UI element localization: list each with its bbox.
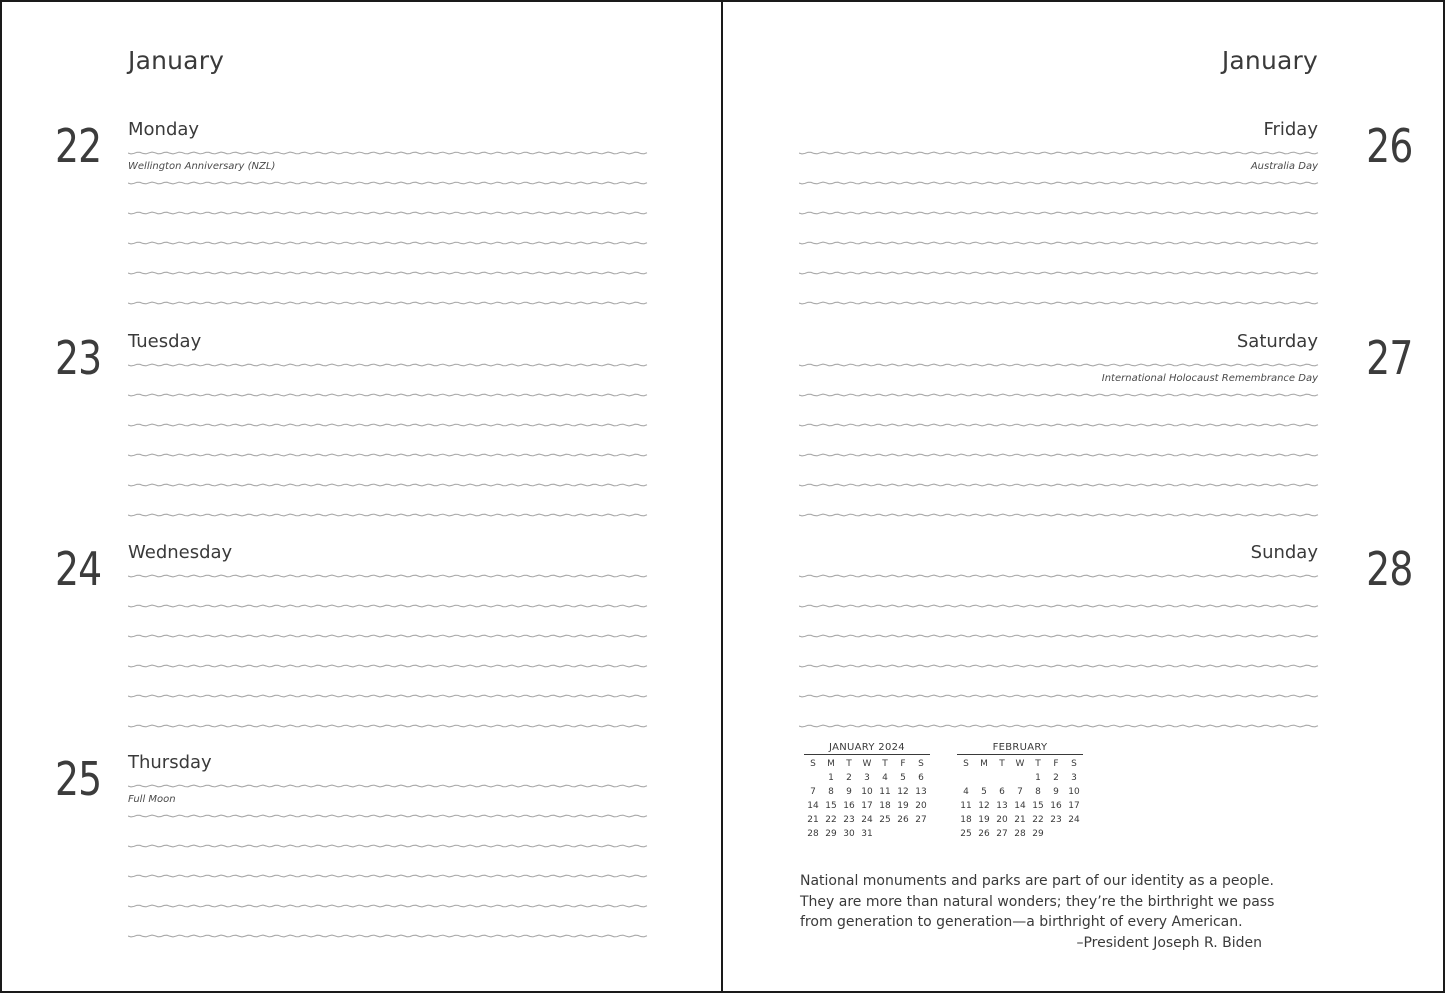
quote-author: –President Joseph R. Biden bbox=[1076, 934, 1262, 951]
wavy-line bbox=[128, 514, 647, 516]
calendar-date: 5 bbox=[900, 773, 906, 783]
day-block bbox=[723, 331, 1443, 531]
weekday-label: F bbox=[1053, 759, 1059, 769]
calendar-date: 26 bbox=[897, 815, 909, 825]
calendar-date bbox=[975, 771, 993, 785]
week-row bbox=[804, 785, 930, 799]
calendar-date: 22 bbox=[1032, 815, 1044, 825]
weekday-label: S bbox=[1071, 759, 1077, 769]
calendar-date: 12 bbox=[978, 801, 990, 811]
wavy-line bbox=[799, 152, 1318, 154]
wavy-line bbox=[128, 635, 647, 637]
calendar-date: 25 bbox=[960, 829, 972, 839]
calendar-date: 20 bbox=[996, 815, 1008, 825]
calendar-date: 19 bbox=[897, 801, 909, 811]
wavy-line bbox=[128, 152, 647, 154]
weekday-label: M bbox=[980, 759, 988, 769]
calendar-date bbox=[993, 771, 1011, 785]
mini-calendar-title: JANUARY 2024 bbox=[804, 742, 930, 755]
calendar-date: 14 bbox=[1014, 801, 1026, 811]
wavy-line bbox=[128, 242, 647, 244]
day-name: Wednesday bbox=[128, 542, 233, 563]
quote-line: from generation to generation—a birthright of every American. bbox=[800, 914, 1243, 930]
calendar-date: 1 bbox=[1035, 773, 1041, 783]
month-heading: January bbox=[128, 46, 225, 75]
weekday-label: F bbox=[900, 759, 906, 769]
mini-calendar-january bbox=[804, 742, 930, 841]
wavy-line bbox=[128, 454, 647, 456]
calendar-date bbox=[1011, 771, 1029, 785]
weekday-label: S bbox=[963, 759, 969, 769]
right-page bbox=[721, 0, 1445, 993]
week-row bbox=[804, 771, 930, 785]
day-name: Saturday bbox=[1236, 331, 1318, 352]
writing-lines[interactable] bbox=[799, 570, 1320, 730]
week-row bbox=[804, 827, 930, 841]
quote-block bbox=[800, 871, 1275, 953]
wavy-line bbox=[799, 514, 1318, 516]
day-note: Full Moon bbox=[128, 794, 176, 805]
calendar-date: 16 bbox=[843, 801, 855, 811]
wavy-line bbox=[128, 665, 647, 667]
calendar-date: 21 bbox=[807, 815, 819, 825]
wavy-line bbox=[799, 725, 1318, 727]
mini-calendar-february bbox=[957, 742, 1083, 841]
calendar-date: 23 bbox=[1050, 815, 1062, 825]
day-block bbox=[723, 542, 1443, 742]
calendar-date: 16 bbox=[1050, 801, 1062, 811]
calendar-date: 31 bbox=[861, 829, 873, 839]
wavy-line bbox=[128, 302, 647, 304]
calendar-date: 7 bbox=[810, 787, 816, 797]
calendar-date: 27 bbox=[915, 815, 927, 825]
wavy-line bbox=[799, 695, 1318, 697]
day-number: 24 bbox=[55, 542, 102, 596]
calendar-date: 2 bbox=[846, 773, 852, 783]
calendar-date bbox=[1047, 827, 1065, 841]
wavy-line bbox=[799, 242, 1318, 244]
day-name: Tuesday bbox=[128, 331, 202, 352]
writing-lines[interactable] bbox=[128, 780, 649, 940]
wavy-line bbox=[128, 424, 647, 426]
calendar-date: 18 bbox=[960, 815, 972, 825]
calendar-date: 3 bbox=[864, 773, 870, 783]
wavy-line bbox=[128, 905, 647, 907]
calendar-date: 7 bbox=[1017, 787, 1023, 797]
day-name: Thursday bbox=[128, 752, 212, 773]
calendar-date: 8 bbox=[1035, 787, 1041, 797]
wavy-line bbox=[799, 212, 1318, 214]
day-block bbox=[2, 331, 721, 531]
calendar-date: 6 bbox=[999, 787, 1005, 797]
day-number: 23 bbox=[55, 331, 102, 385]
weekday-label: T bbox=[999, 759, 1005, 769]
wavy-lines-graphic bbox=[128, 359, 649, 519]
calendar-date: 25 bbox=[879, 815, 891, 825]
weekday-label: T bbox=[846, 759, 852, 769]
calendar-date: 11 bbox=[960, 801, 972, 811]
quote-line: They are more than natural wonders; they’re the birthright we pass bbox=[800, 893, 1275, 910]
week-row bbox=[804, 813, 930, 827]
calendar-date bbox=[912, 827, 930, 841]
calendar-date: 6 bbox=[918, 773, 924, 783]
wavy-line bbox=[799, 605, 1318, 607]
day-name: Friday bbox=[1263, 119, 1318, 140]
weekday-label: W bbox=[1015, 759, 1025, 769]
calendar-date bbox=[804, 771, 822, 785]
calendar-date: 1 bbox=[828, 773, 834, 783]
calendar-date: 27 bbox=[996, 829, 1008, 839]
calendar-date: 10 bbox=[1068, 787, 1080, 797]
month-heading: January bbox=[1221, 46, 1318, 75]
mini-calendar-grid bbox=[957, 757, 1083, 841]
wavy-line bbox=[128, 272, 647, 274]
writing-lines[interactable] bbox=[128, 359, 649, 519]
calendar-date bbox=[876, 827, 894, 841]
wavy-line bbox=[799, 302, 1318, 304]
wavy-line bbox=[128, 182, 647, 184]
calendar-date: 2 bbox=[1053, 773, 1059, 783]
week-row bbox=[957, 785, 1083, 799]
calendar-date: 17 bbox=[1068, 801, 1080, 811]
day-name: Monday bbox=[128, 119, 200, 140]
calendar-date: 4 bbox=[882, 773, 888, 783]
wavy-line bbox=[799, 635, 1318, 637]
calendar-date: 24 bbox=[861, 815, 873, 825]
writing-lines[interactable] bbox=[128, 570, 649, 730]
calendar-date: 18 bbox=[879, 801, 891, 811]
mini-calendar-title: FEBRUARY bbox=[957, 742, 1083, 755]
calendar-date: 28 bbox=[1014, 829, 1026, 839]
calendar-date: 3 bbox=[1071, 773, 1077, 783]
week-row bbox=[957, 813, 1083, 827]
day-note: International Holocaust Remembrance Day bbox=[1101, 373, 1318, 384]
wavy-line bbox=[128, 575, 647, 577]
wavy-line bbox=[128, 815, 647, 817]
wavy-line bbox=[128, 394, 647, 396]
day-number: 28 bbox=[1366, 542, 1413, 596]
calendar-date bbox=[894, 827, 912, 841]
writing-lines[interactable] bbox=[128, 147, 649, 307]
mini-calendar-grid bbox=[804, 757, 930, 841]
calendar-date: 15 bbox=[825, 801, 837, 811]
wavy-lines-graphic bbox=[799, 570, 1320, 730]
weekday-row bbox=[804, 757, 930, 771]
wavy-line bbox=[799, 424, 1318, 426]
calendar-date: 12 bbox=[897, 787, 909, 797]
wavy-line bbox=[128, 605, 647, 607]
weekday-label: T bbox=[1035, 759, 1041, 769]
calendar-date: 14 bbox=[807, 801, 819, 811]
week-row bbox=[957, 771, 1083, 785]
day-block bbox=[2, 119, 721, 319]
wavy-lines-graphic bbox=[799, 359, 1320, 519]
day-number: 27 bbox=[1366, 331, 1413, 385]
day-block bbox=[723, 119, 1443, 319]
calendar-date: 30 bbox=[843, 829, 855, 839]
day-number: 25 bbox=[55, 752, 102, 806]
calendar-date: 15 bbox=[1032, 801, 1044, 811]
wavy-line bbox=[799, 665, 1318, 667]
day-number: 22 bbox=[55, 119, 102, 173]
wavy-line bbox=[128, 845, 647, 847]
weekday-label: S bbox=[918, 759, 924, 769]
calendar-date: 9 bbox=[1053, 787, 1059, 797]
calendar-date: 29 bbox=[1032, 829, 1044, 839]
calendar-date bbox=[1065, 827, 1083, 841]
week-row bbox=[957, 799, 1083, 813]
wavy-line bbox=[128, 695, 647, 697]
calendar-date: 22 bbox=[825, 815, 837, 825]
weekday-label: T bbox=[882, 759, 888, 769]
calendar-date: 26 bbox=[978, 829, 990, 839]
calendar-date: 29 bbox=[825, 829, 837, 839]
wavy-line bbox=[128, 364, 647, 366]
weekday-row bbox=[957, 757, 1083, 771]
wavy-line bbox=[128, 212, 647, 214]
wavy-line bbox=[128, 875, 647, 877]
wavy-lines-graphic bbox=[128, 570, 649, 730]
day-note: Wellington Anniversary (NZL) bbox=[128, 161, 276, 172]
calendar-date: 8 bbox=[828, 787, 834, 797]
wavy-line bbox=[128, 785, 647, 787]
wavy-line bbox=[799, 394, 1318, 396]
day-block bbox=[2, 752, 721, 952]
week-row bbox=[804, 799, 930, 813]
wavy-line bbox=[128, 935, 647, 937]
wavy-lines-graphic bbox=[799, 147, 1320, 307]
calendar-date: 19 bbox=[978, 815, 990, 825]
calendar-date: 4 bbox=[963, 787, 969, 797]
calendar-date: 23 bbox=[843, 815, 855, 825]
wavy-line bbox=[799, 182, 1318, 184]
writing-lines[interactable] bbox=[799, 147, 1320, 307]
wavy-lines-graphic bbox=[128, 147, 649, 307]
calendar-date: 9 bbox=[846, 787, 852, 797]
day-name: Sunday bbox=[1250, 542, 1318, 563]
day-number: 26 bbox=[1366, 119, 1413, 173]
wavy-lines-graphic bbox=[128, 780, 649, 940]
calendar-date: 28 bbox=[807, 829, 819, 839]
calendar-date: 13 bbox=[915, 787, 927, 797]
wavy-line bbox=[799, 364, 1318, 366]
calendar-date: 20 bbox=[915, 801, 927, 811]
day-note: Australia Day bbox=[1250, 161, 1318, 172]
wavy-line bbox=[128, 484, 647, 486]
weekday-label: S bbox=[810, 759, 816, 769]
day-block bbox=[2, 542, 721, 742]
wavy-line bbox=[128, 725, 647, 727]
calendar-date: 11 bbox=[879, 787, 891, 797]
wavy-line bbox=[799, 575, 1318, 577]
calendar-date: 10 bbox=[861, 787, 873, 797]
weekday-label: M bbox=[827, 759, 835, 769]
calendar-date: 21 bbox=[1014, 815, 1026, 825]
wavy-line bbox=[799, 484, 1318, 486]
week-row bbox=[957, 827, 1083, 841]
quote-line: National monuments and parks are part of our identity as a people. bbox=[800, 873, 1274, 889]
writing-lines[interactable] bbox=[799, 359, 1320, 519]
calendar-date bbox=[957, 771, 975, 785]
calendar-date: 24 bbox=[1068, 815, 1080, 825]
wavy-line bbox=[799, 454, 1318, 456]
calendar-date: 13 bbox=[996, 801, 1008, 811]
calendar-date: 5 bbox=[981, 787, 987, 797]
weekday-label: W bbox=[862, 759, 872, 769]
wavy-line bbox=[799, 272, 1318, 274]
calendar-date: 17 bbox=[861, 801, 873, 811]
